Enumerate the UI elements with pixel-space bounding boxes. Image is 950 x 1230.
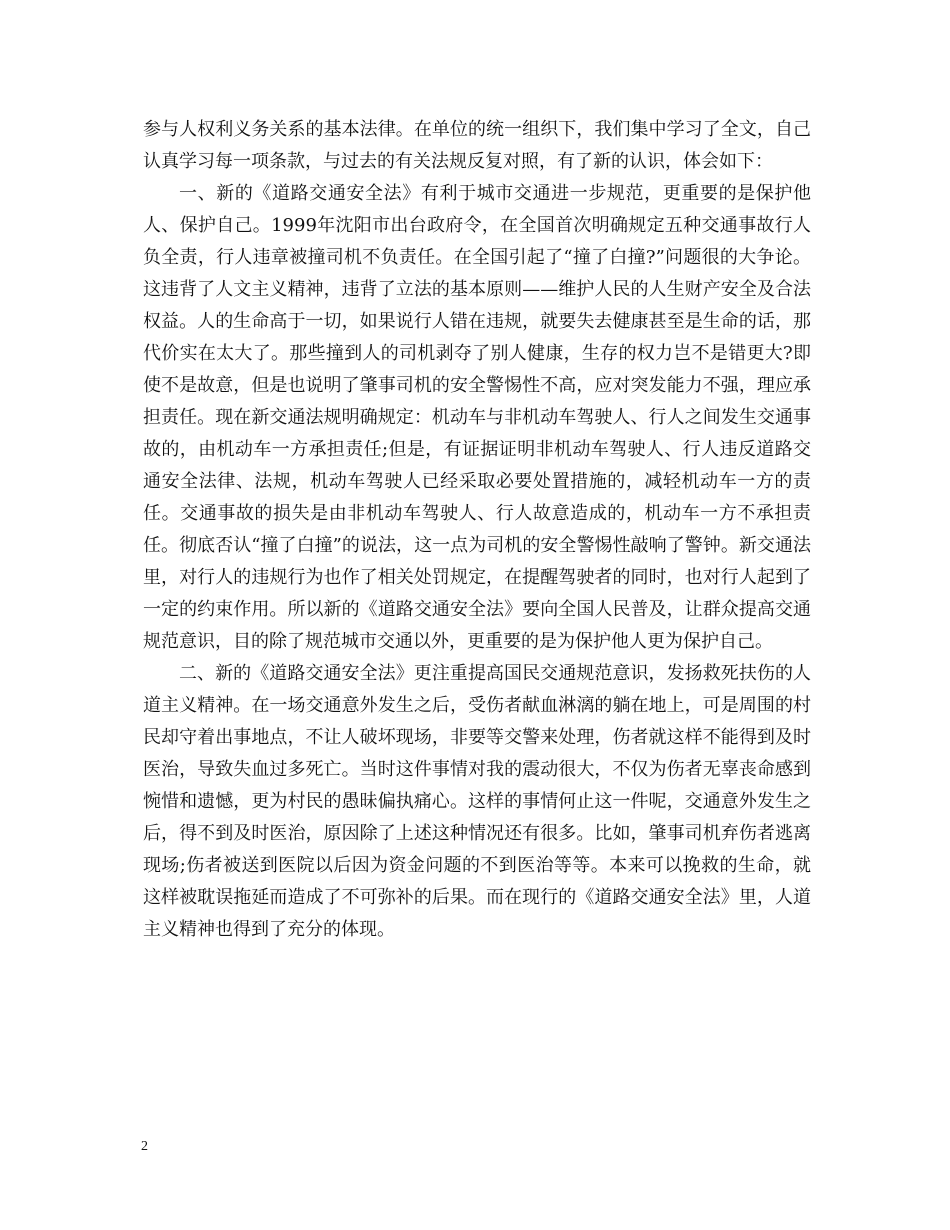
paragraph-section-two: 二、新的《道路交通安全法》更注重提高国民交通规范意识，发扬救死扶伤的人道主义精神。在一场交通意外发生之后，受伤者献血淋漓的躺在地上，可是周围的村民却守着出事地点，不让人破坏现场，非要等交警来处理，伤者就这样不能得到及时医治，导致失血过多死亡。当时这件事情对我的震动很大，不仅为伤者无辜丧命感到惋惜和遗憾，更为村民的愚昧偏执痛心。这样的事情何止这一件呢，交通意外发生之后，得不到及时医治，原因除了上述这种情况还有很多。比如，肇事司机弃伤者逃离现场;伤者被送到医院以后因为资金问题的不到医治等等。本来可以挽救的生命，就这样被耽误拖延而造成了不可弥补的后果。而在现行的《道路交通安全法》里，人道主义精神也得到了充分的体现。 <box>143 663 811 940</box>
paragraph-section-one: 一、新的《道路交通安全法》有利于城市交通进一步规范，更重要的是保护他人、保护自己。1999年沈阳市出台政府令，在全国首次明确规定五种交通事故行人负全责，行人违章被撞司机不负责任。在全国引起了“撞了白撞?”问题很的大争论。这违背了人文主义精神，违背了立法的基本原则——维护人民的人生财产安全及合法权益。人的生命高于一切，如果说行人错在违规，就要失去健康甚至是生命的话，那代价实在太大了。那些撞到人的司机剥夺了别人健康，生存的权力岂不是错更大?即使不是故意，但是也说明了肇事司机的安全警惕性不高，应对突发能力不强，理应承担责任。现在新交通法规明确规定：机动车与非机动车驾驶人、行人之间发生交通事故的，由机动车一方承担责任;但是，有证据证明非机动车驾驶人、行人违反道路交通安全法律、法规，机动车驾驶人已经采取必要处置措施的，减轻机动车一方的责任。交通事故的损失是由非机动车驾驶人、行人故意造成的，机动车一方不承担责任。彻底否认“撞了白撞”的说法，这一点为司机的安全警惕性敲响了警钟。新交通法里，对行人的违规行为也作了相关处罚规定，在提醒驾驶者的同时，也对行人起到了一定的约束作用。所以新的《道路交通安全法》要向全国人民普及，让群众提高交通规范意识，目的除了规范城市交通以外，更重要的是为保护他人更为保护自己。 <box>143 183 811 652</box>
body-text <box>143 114 811 946</box>
page-number: 2 <box>141 1139 148 1154</box>
paragraph-intro-continued: 参与人权利义务关系的基本法律。在单位的统一组织下，我们集中学习了全文，自己认真学习每一项条款，与过去的有关法规反复对照，有了新的认识，体会如下： <box>143 119 811 172</box>
